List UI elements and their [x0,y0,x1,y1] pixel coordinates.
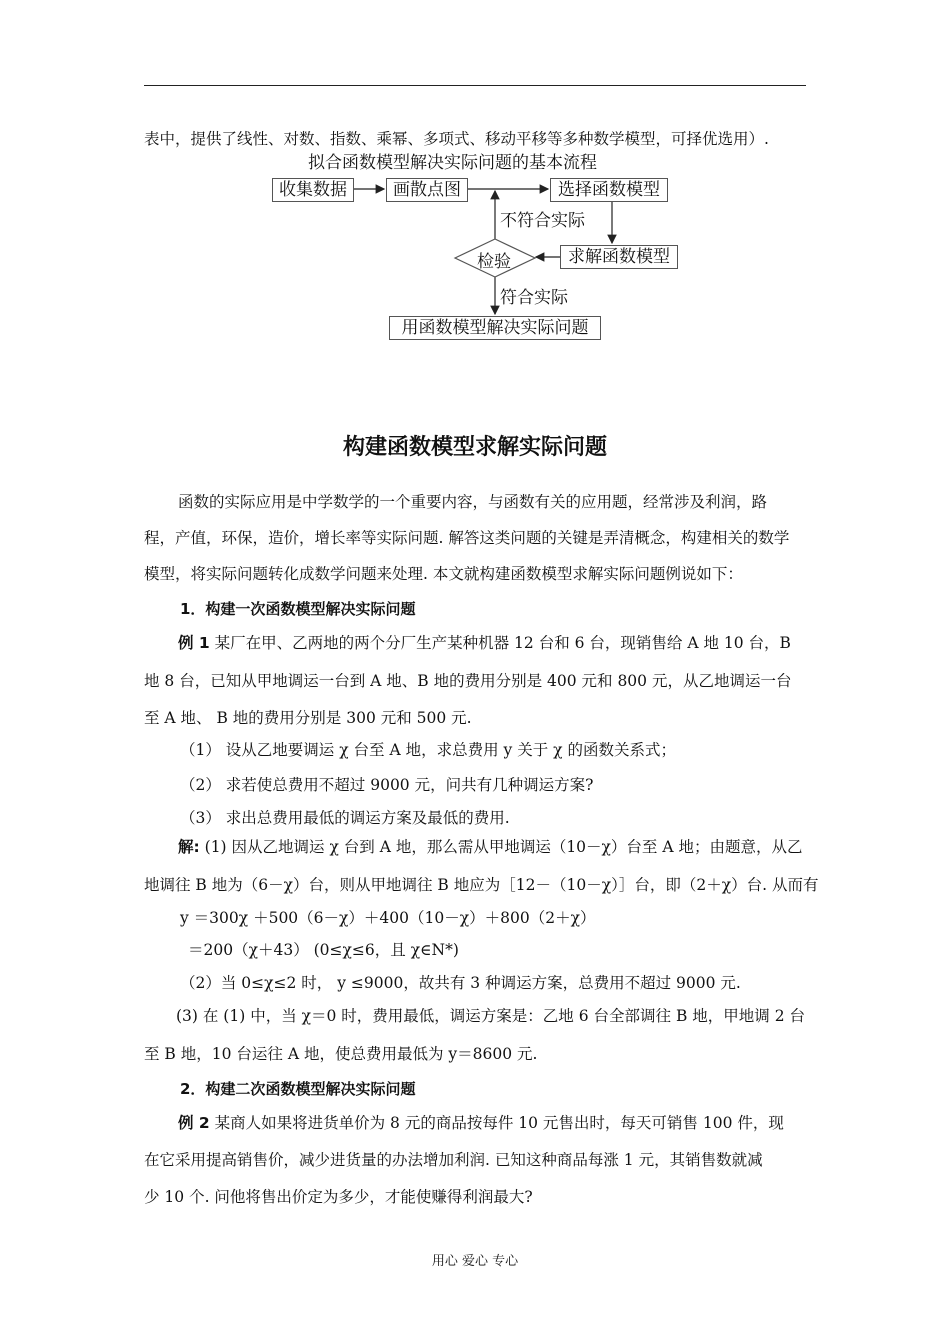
example2-line-3: 少 10 个. 问他将售出价定为多少，才能使赚得利润最大? [144,1188,533,1206]
solution1-text-1: (1) 因从乙地调运 χ 台到 A 地，那么需从甲地调运（10－χ）台至 A 地；由题意，从乙 [204,838,803,856]
para1-line-2: 程，产值，环保，造价，增长率等实际问题. 解答这类问题的关键是弄清概念，构建相关的数学 [144,529,790,547]
node-scatter-plot: 画散点图 [386,178,468,202]
para1-line-3: 模型，将实际问题转化成数学问题来处理. 本文就构建函数模型求解实际问题例说如下： [144,565,743,583]
article-title: 构建函数模型求解实际问题 [342,435,607,460]
example2-line-2: 在它采用提高销售价，减少进货量的办法增加利润. 已知这种商品每涨 1 元，其销售数就减 [144,1151,763,1169]
question-3: （3） 求出总费用最低的调运方案及最低的费用. [180,809,510,827]
solution1-part-2: （2）当 0≤χ≤2 时， y ≤9000，故共有 3 种调运方案，总费用不超过 9000 元. [180,974,741,992]
example1-text-1: 某厂在甲、乙两地的两个分厂生产某种机器 12 台和 6 台，现销售给 A 地 10 台，B [214,634,791,652]
question-2: （2） 求若使总费用不超过 9000 元，问共有几种调运方案? [180,776,594,794]
example1-line-2: 地 8 台，已知从甲地调运一台到 A 地、B 地的费用分别是 400 元和 800 元，从乙地调运一台 [144,672,792,690]
node-choose-model: 选择函数模型 [550,178,668,202]
node-final: 用函数模型解决实际问题 [389,316,601,340]
flowchart-title: 拟合函数模型解决实际问题的基本流程 [308,153,597,173]
example2-text-1: 某商人如果将进货单价为 8 元的商品按每件 10 元售出时，每天可销售 100 件，现 [214,1114,784,1132]
solution1-label: 解: [178,838,200,856]
intro-line: 表中，提供了线性、对数、指数、乘幂、多项式、移动平移等多种数学模型，可择优选用）. [144,130,769,148]
example1-line-1 [178,631,791,653]
solution1-part-3: (3) 在 (1) 中，当 χ＝0 时，费用最低，调运方案是：乙地 6 台全部调往 B 地，甲地调 2 台 [176,1007,805,1025]
solution1-formula-2: ＝200（χ＋43） (0≤χ≤6，且 χ∈N*) [188,941,459,959]
node-collect-data: 收集数据 [272,178,354,202]
solution1-formula-1: y ＝300χ ＋500（6－χ）＋400（10－χ）＋800（2＋χ） [180,909,596,927]
label-not-fit: 不符合实际 [500,211,585,231]
node-solve-model: 求解函数模型 [560,245,678,269]
solution1-line-1 [178,835,802,857]
example2-label: 例 2 [178,1114,210,1132]
solution1-line-2: 地调往 B 地为（6－χ）台，则从甲地调往 B 地应为［12－（10－χ）］台，即（2＋χ）台. 从而有 [144,876,819,894]
para1-line-1: 函数的实际应用是中学数学的一个重要内容，与函数有关的应用题，经常涉及利润，路 [178,493,768,511]
example2-line-1 [178,1111,784,1133]
node-check: 检验 [477,252,511,272]
page-footer: 用心 爱心 专心 [431,1254,519,1269]
example1-label: 例 1 [178,634,210,652]
section-2-heading: 2．构建二次函数模型解决实际问题 [180,1080,416,1098]
label-fit: 符合实际 [500,288,568,308]
solution1-part-3-cont: 至 B 地，10 台运往 A 地，使总费用最低为 y＝8600 元. [144,1045,538,1063]
question-1: （1） 设从乙地要调运 χ 台至 A 地，求总费用 y 关于 χ 的函数关系式； [180,741,676,759]
section-1-heading: 1．构建一次函数模型解决实际问题 [180,600,416,618]
example1-line-3: 至 A 地、 B 地的费用分别是 300 元和 500 元. [144,709,472,727]
